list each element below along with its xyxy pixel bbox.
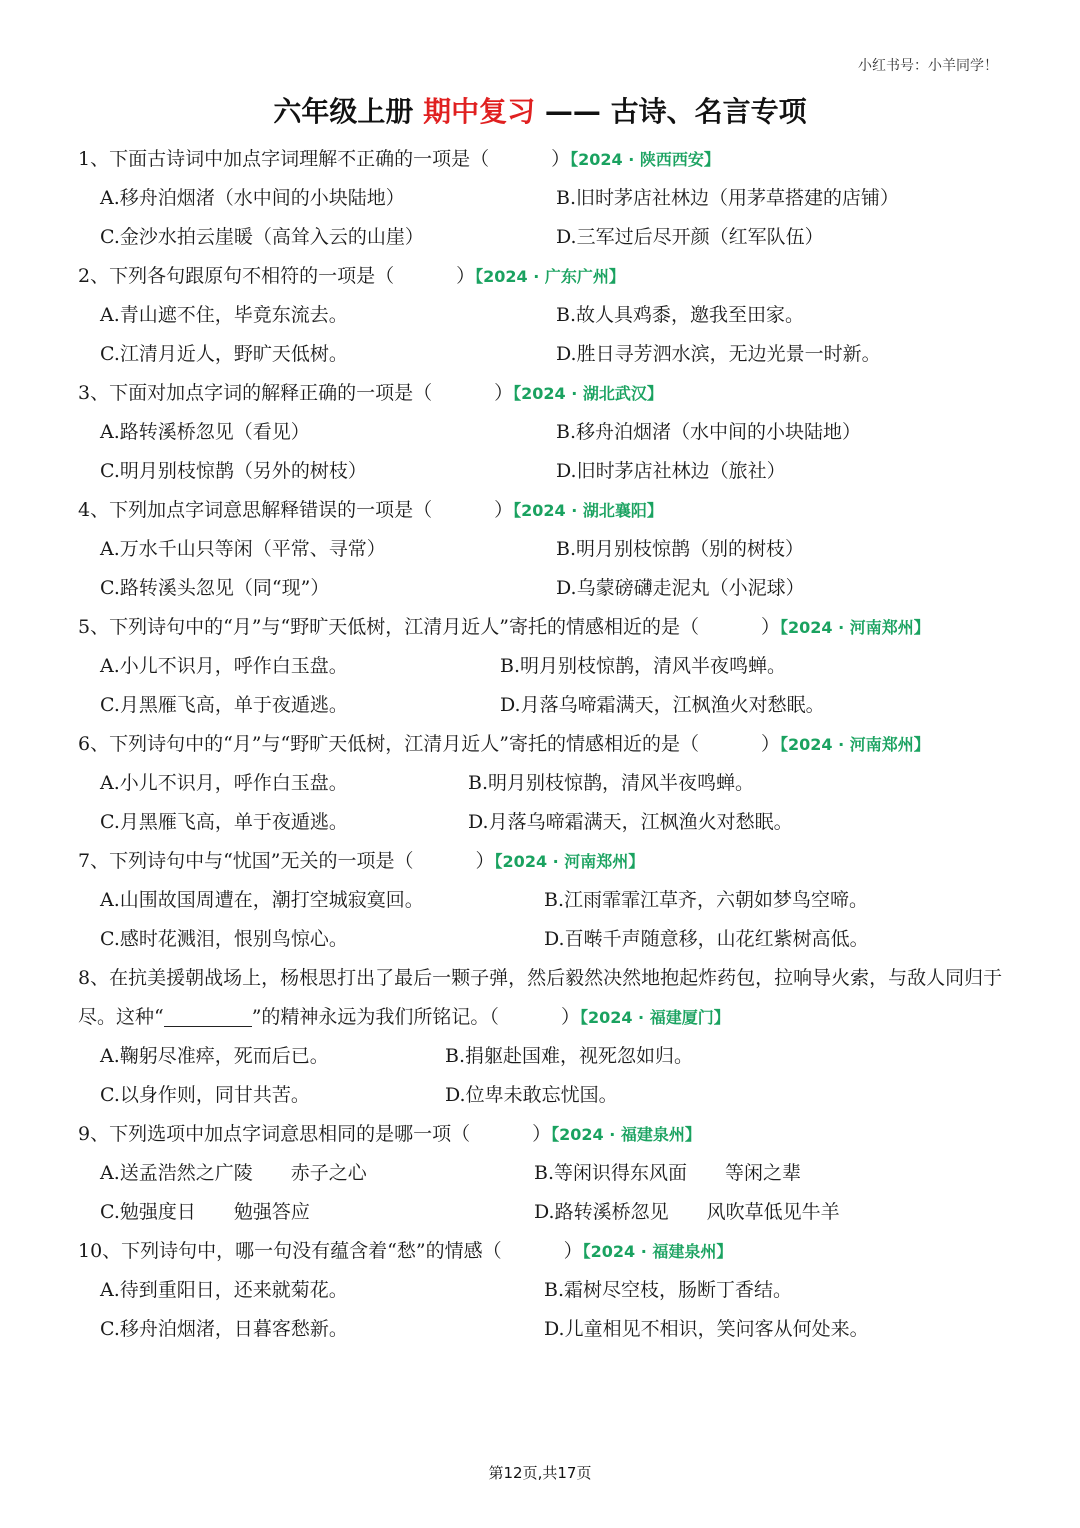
question-stem (78, 725, 1008, 764)
option-c: C.感时花溅泪，恨别鸟惊心。 (100, 928, 348, 950)
option-d: D.路转溪桥忽见 风吹草低见牛羊 (534, 1201, 840, 1223)
source-tag: 【2024 · 福建泉州】 (582, 1242, 733, 1261)
paren-close: ） (563, 1240, 583, 1262)
source-tag: 【2024 · 广东广州】 (475, 267, 625, 286)
paren-close: ） (475, 850, 495, 872)
option-a: A.青山遮不住，毕竟东流去。 (100, 304, 348, 326)
paren-close: ） (551, 148, 571, 170)
paren-close: ） (456, 265, 476, 287)
option-c: C.移舟泊烟渚，日暮客愁新。 (100, 1318, 348, 1340)
option-b: B.明月别枝惊鹊，清风半夜鸣蝉。 (500, 655, 787, 677)
question-stem (78, 374, 1008, 413)
option-a: A.山围故国周遭在，潮打空城寂寞回。 (100, 889, 424, 911)
source-tag: 【2024 · 福建泉州】 (551, 1125, 701, 1144)
question-stem (78, 1232, 1008, 1271)
option-b: B.移舟泊烟渚（水中间的小块陆地） (556, 421, 862, 443)
option-a: A.小儿不识月，呼作白玉盘。 (100, 772, 348, 794)
question-stem (78, 140, 1008, 179)
option-row (78, 413, 1008, 452)
page-number: 第12页,共17页 (488, 1464, 592, 1482)
question-stem (78, 491, 1008, 530)
option-c: C.金沙水拍云崖暖（高耸入云的山崖） (100, 226, 424, 248)
source-tag: 【2024 · 陕西西安】 (570, 150, 720, 169)
source-tag: 【2024 · 湖北襄阳】 (513, 501, 663, 520)
question-text-continued: ”的精神永远为我们所铭记。（ (251, 1006, 499, 1028)
option-row (78, 569, 1008, 608)
option-row (78, 1310, 1008, 1349)
option-a: A.待到重阳日，还来就菊花。 (100, 1279, 348, 1301)
question-stem (78, 608, 1008, 647)
option-b: B.霜树尽空枝，肠断丁香结。 (544, 1279, 793, 1301)
option-a: A.路转溪桥忽见（看见） (100, 421, 310, 443)
option-b: B.旧时茅店社林边（用茅草搭建的店铺） (556, 187, 900, 209)
title-dash: —— (544, 95, 601, 128)
option-b: B.江雨霏霏江草齐，六朝如梦鸟空啼。 (544, 889, 869, 911)
paren-close: ） (760, 616, 780, 638)
option-c: C.以身作则，同甘共苦。 (100, 1084, 310, 1106)
question-stem (78, 842, 1008, 881)
option-d: D.儿童相见不相识，笑问客从何处来。 (544, 1318, 869, 1340)
option-a: A.移舟泊烟渚（水中间的小块陆地） (100, 187, 405, 209)
answer-blank (164, 1004, 252, 1027)
option-row (78, 803, 1008, 842)
paren-close: ） (494, 499, 514, 521)
question-text: 7、下列诗句中与“忧国”无关的一项是（ (78, 850, 414, 872)
watermark: 小红书号：小羊同学！ (858, 58, 998, 74)
option-row (78, 647, 1008, 686)
option-a: A.送孟浩然之广陵 赤子之心 (100, 1162, 367, 1184)
question-text: 4、下列加点字词意思解释错误的一项是（ (78, 499, 433, 521)
option-c: C.勉强度日 勉强答应 (100, 1201, 310, 1223)
option-row (78, 1271, 1008, 1310)
option-row (78, 881, 1008, 920)
question-text: 9、下列选项中加点字词意思相同的是哪一项（ (78, 1123, 471, 1145)
option-c: C.江清月近人，野旷天低树。 (100, 343, 348, 365)
option-d: D.乌蒙磅礴走泥丸（小泥球） (556, 577, 805, 599)
option-b: B.等闲识得东风面 等闲之辈 (534, 1162, 802, 1184)
question-text: 1、下面古诗词中加点字词理解不正确的一项是（ (78, 148, 490, 170)
source-tag: 【2024 · 福建厦门】 (579, 1008, 730, 1027)
option-row (78, 179, 1008, 218)
option-d: D.位卑未敢忘忧国。 (445, 1084, 618, 1106)
question-text: 2、下列各句跟原句不相符的一项是（ (78, 265, 395, 287)
option-d: D.百啭千声随意移，山花红紫树高低。 (544, 928, 869, 950)
question-text: 8、在抗美援朝战场上，杨根思打出了最后一颗子弹，然后毅然决然地抱起炸药包，拉响导火索，与敌人同归于尽。这种“ (78, 967, 1003, 1028)
title-topic: 古诗、名言专项 (610, 95, 807, 128)
option-d: D.月落乌啼霜满天，江枫渔火对愁眠。 (468, 811, 793, 833)
source-tag: 【2024 · 河南郑州】 (494, 852, 645, 871)
paren-close: ） (560, 1006, 580, 1028)
option-a: A.鞠躬尽准瘁，死而后已。 (100, 1045, 329, 1067)
option-b: B.明月别枝惊鹊（别的树枝） (556, 538, 805, 560)
option-b: B.明月别枝惊鹊，清风半夜鸣蝉。 (468, 772, 755, 794)
option-row (78, 1076, 1008, 1115)
option-d: D.旧时茅店社林边（旅社） (556, 460, 786, 482)
option-c: C.明月别枝惊鹊（另外的树枝） (100, 460, 367, 482)
option-row (78, 764, 1008, 803)
option-b: B.捐躯赴国难，视死忽如归。 (445, 1045, 694, 1067)
option-row (78, 530, 1008, 569)
option-row (78, 218, 1008, 257)
question-stem (78, 959, 1008, 1037)
option-row (78, 1154, 1008, 1193)
option-c: C.月黑雁飞高，单于夜遁逃。 (100, 811, 348, 833)
source-tag: 【2024 · 河南郑州】 (779, 618, 930, 637)
question-text: 10、下列诗句中，哪一句没有蕴含着“愁”的情感（ (78, 1240, 502, 1262)
option-c: C.路转溪头忽见（同“现”） (100, 577, 330, 599)
option-a: A.万水千山只等闲（平常、寻常） (100, 538, 386, 560)
title-highlight: 期中复习 (423, 95, 536, 128)
question-text: 3、下面对加点字词的解释正确的一项是（ (78, 382, 433, 404)
question-text: 5、下列诗句中的“月”与“野旷天低树，江清月近人”寄托的情感相近的是（ (78, 616, 699, 638)
question-list (78, 140, 1008, 1349)
title-grade: 六年级上册 (273, 95, 414, 128)
paren-close: ） (532, 1123, 552, 1145)
option-row (78, 452, 1008, 491)
option-d: D.三军过后尽开颜（红军队伍） (556, 226, 824, 248)
option-row (78, 686, 1008, 725)
question-stem (78, 1115, 1008, 1154)
option-row (78, 296, 1008, 335)
paren-close: ） (760, 733, 780, 755)
question-text: 6、下列诗句中的“月”与“野旷天低树，江清月近人”寄托的情感相近的是（ (78, 733, 699, 755)
paren-close: ） (494, 382, 514, 404)
page-title (0, 90, 1080, 130)
option-c: C.月黑雁飞高，单于夜遁逃。 (100, 694, 348, 716)
source-tag: 【2024 · 湖北武汉】 (513, 384, 663, 403)
question-stem (78, 257, 1008, 296)
source-tag: 【2024 · 河南郑州】 (779, 735, 930, 754)
option-d: D.胜日寻芳泗水滨，无边光景一时新。 (556, 343, 881, 365)
option-row (78, 920, 1008, 959)
option-d: D.月落乌啼霜满天，江枫渔火对愁眠。 (500, 694, 825, 716)
option-row (78, 1193, 1008, 1232)
option-a: A.小儿不识月，呼作白玉盘。 (100, 655, 348, 677)
option-row (78, 1037, 1008, 1076)
option-b: B.故人具鸡黍，邀我至田家。 (556, 304, 805, 326)
option-row (78, 335, 1008, 374)
